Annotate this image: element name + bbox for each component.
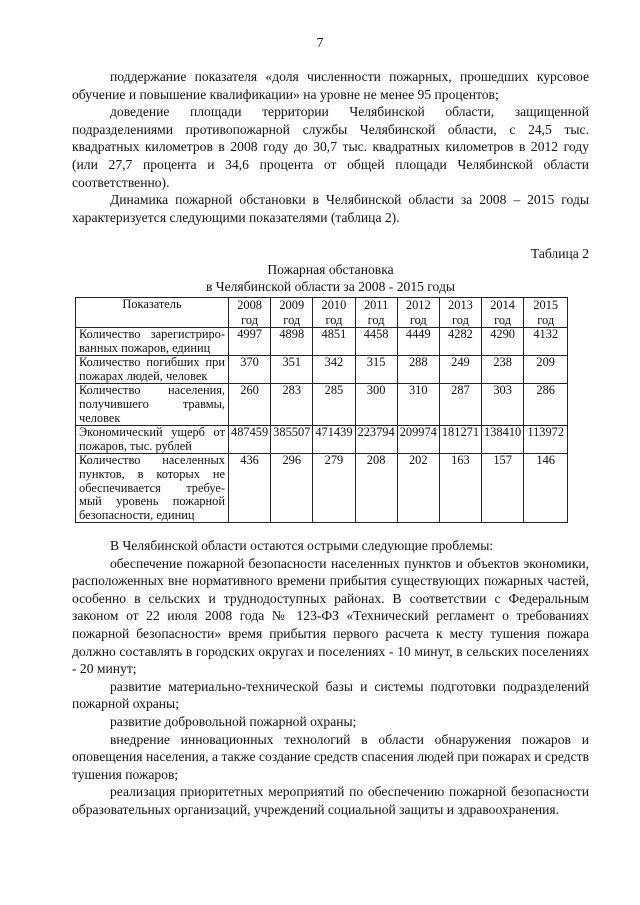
year-suffix: год <box>241 312 259 327</box>
year-suffix: год <box>451 312 469 327</box>
paragraph: развитие материально-технической базы и системы подготовки подразделений пожарной охраны; <box>72 678 589 712</box>
table-caption <box>72 262 589 295</box>
year-suffix: год <box>537 312 555 327</box>
intro-text <box>72 68 589 226</box>
year-suffix: год <box>367 312 385 327</box>
paragraph: развитие добровольной пожарной охраны; <box>110 713 357 729</box>
value-cell: 310 <box>397 384 439 426</box>
value-cell: 223794 <box>355 426 397 454</box>
table-row <box>76 328 568 356</box>
value-cell: 209 <box>524 356 568 384</box>
value-cell: 113972 <box>524 426 568 454</box>
year-label: 2010 <box>321 298 347 312</box>
year-label: 2009 <box>279 298 305 312</box>
table-reference: Таблица 2 <box>530 246 589 261</box>
year-label: 2013 <box>448 298 473 312</box>
value-cell: 471439 <box>313 426 355 454</box>
table-row <box>76 356 568 384</box>
year-label: 2008 <box>237 298 262 312</box>
value-cell: 4282 <box>439 328 481 356</box>
value-cell: 287 <box>439 384 481 426</box>
year-header <box>439 298 481 328</box>
value-cell: 181271 <box>439 426 481 454</box>
paragraph: Динамика пожарной обстановки в Челябинской области за 2008 – 2015 годы характеризуется следующими показателями (таблица 2). <box>72 192 589 225</box>
paragraph: внедрение инновационных технологий в области обнаружения пожаров и оповещения населения, а также создание средств спасения людей при пожарах и средств тушения пожаров; <box>72 731 589 782</box>
table-title-line-2: в Челябинской области за 2008 - 2015 годы <box>205 278 456 294</box>
value-cell: 436 <box>229 454 271 523</box>
value-cell: 296 <box>271 454 313 523</box>
value-cell: 286 <box>524 384 568 426</box>
year-header <box>229 298 271 328</box>
value-cell: 260 <box>229 384 271 426</box>
value-cell: 163 <box>439 454 481 523</box>
year-header <box>397 298 439 328</box>
year-suffix: год <box>409 312 427 327</box>
page-number: 7 <box>316 35 324 50</box>
year-suffix: год <box>325 312 343 327</box>
paragraph: реализация приоритетных мероприятий по обеспечению пожарной безопасности образовательных организаций, учреждений социальной защиты и здравоохранения. <box>72 784 589 817</box>
paragraph: обеспечение пожарной безопасности населенных пунктов и объектов экономики, расположенных вне нормативного времени прибытия существующих пожарных частей, особенно в сельских и труднодоступных районах. В соответствии с Федеральным законом от 22 июля 2008 года № 123-ФЗ «Технический регламент о требованиях пожарной безопасности» время прибытия первого расчета к месту тушения пожара должно составлять в городских округах и поселениях - 10 минут, в сельских поселениях - 20 минут; <box>72 555 589 677</box>
indicator-header: Показатель <box>76 298 229 328</box>
value-cell: 315 <box>355 356 397 384</box>
table-title-line-1: Пожарная обстановка <box>267 262 394 277</box>
value-cell: 283 <box>271 384 313 426</box>
year-label: 2015 <box>533 298 559 312</box>
row-label: Количество населенных пунктов, в которых не обеспечивается требуе-мый уровень пожарной безопасности, единиц <box>76 454 229 523</box>
year-label: 2014 <box>490 298 515 312</box>
table-row <box>76 454 568 523</box>
table-row <box>76 426 568 454</box>
row-label: Количество погибших при пожарах людей, человек <box>76 356 229 384</box>
value-cell: 351 <box>271 356 313 384</box>
paragraph: поддержание показателя «доля численности пожарных, прошедших курсовое обучение и повышение квалификации» на уровне не менее 95 процентов; <box>72 69 589 102</box>
row-label: Количество зарегистриро-ванных пожаров, единиц <box>76 328 229 356</box>
table-header-row <box>76 298 568 328</box>
value-cell: 4458 <box>355 328 397 356</box>
table-row <box>76 384 568 426</box>
value-cell: 279 <box>313 454 355 523</box>
year-label: 2011 <box>363 298 389 312</box>
value-cell: 157 <box>482 454 524 523</box>
value-cell: 4449 <box>397 328 439 356</box>
row-label: Экономический ущерб от пожаров, тыс. рублей <box>76 426 229 454</box>
problems-text <box>72 537 589 819</box>
value-cell: 4290 <box>482 328 524 356</box>
value-cell: 370 <box>229 356 271 384</box>
year-header <box>313 298 355 328</box>
year-header <box>355 298 397 328</box>
value-cell: 146 <box>524 454 568 523</box>
value-cell: 138410 <box>482 426 524 454</box>
year-header <box>482 298 524 328</box>
value-cell: 342 <box>313 356 355 384</box>
value-cell: 300 <box>355 384 397 426</box>
value-cell: 4132 <box>524 328 568 356</box>
row-label: Количество населения, получившего травмы, человек <box>76 384 229 426</box>
value-cell: 288 <box>397 356 439 384</box>
paragraph: доведение площади территории Челябинской области, защищенной подразделениями противопожарной службы Челябинской области, с 24,5 тыс. квадратных километров в 2008 году до 30,7 тыс. квадратных километров в 2012 году (или 27,7 процента и 34,6 процента от общей площади Челябинской области соответственно). <box>72 104 589 190</box>
value-cell: 4898 <box>271 328 313 356</box>
value-cell: 4997 <box>229 328 271 356</box>
year-label: 2012 <box>405 298 431 312</box>
year-header <box>524 298 568 328</box>
value-cell: 4851 <box>313 328 355 356</box>
value-cell: 285 <box>313 384 355 426</box>
value-cell: 385507 <box>271 426 313 454</box>
paragraph: В Челябинской области остаются острыми следующие проблемы: <box>110 538 494 553</box>
value-cell: 303 <box>482 384 524 426</box>
value-cell: 487459 <box>229 426 271 454</box>
year-suffix: год <box>494 312 512 327</box>
value-cell: 209974 <box>397 426 439 454</box>
value-cell: 208 <box>355 454 397 523</box>
fire-statistics-table <box>75 297 568 523</box>
year-suffix: год <box>283 312 301 327</box>
year-header <box>271 298 313 328</box>
value-cell: 249 <box>439 356 481 384</box>
value-cell: 238 <box>482 356 524 384</box>
value-cell: 202 <box>397 454 439 523</box>
